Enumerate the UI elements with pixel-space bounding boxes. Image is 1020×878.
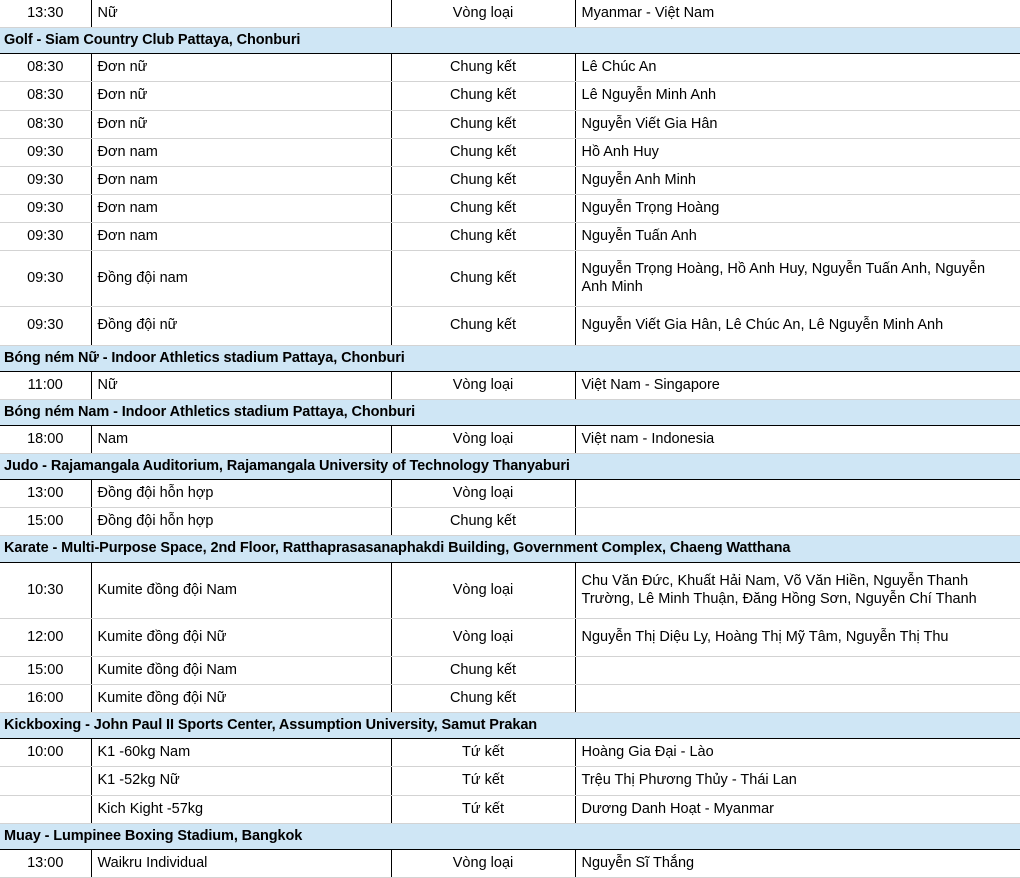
table-row (0, 166, 1020, 194)
cell-round: Chung kết (391, 223, 575, 251)
cell-time (0, 795, 91, 823)
cell-time: 09:30 (0, 166, 91, 194)
cell-event: Đồng đội nam (91, 251, 391, 307)
cell-participants: Nguyễn Thị Diệu Ly, Hoàng Thị Mỹ Tâm, Nguyễn Thị Thu (575, 618, 1020, 656)
section-title: Kickboxing - John Paul II Sports Center, Assumption University, Samut Prakan (0, 713, 1020, 739)
cell-participants: Nguyễn Sĩ Thắng (575, 849, 1020, 877)
cell-round: Tứ kết (391, 795, 575, 823)
section-title: Bóng ném Nữ - Indoor Athletics stadium Pattaya, Chonburi (0, 345, 1020, 371)
cell-round: Tứ kết (391, 767, 575, 795)
cell-participants: Hồ Anh Huy (575, 138, 1020, 166)
cell-participants (575, 480, 1020, 508)
cell-round: Vòng loại (391, 425, 575, 453)
table-row (0, 54, 1020, 82)
cell-participants (575, 656, 1020, 684)
cell-round: Chung kết (391, 138, 575, 166)
cell-time: 13:00 (0, 480, 91, 508)
table-row (0, 194, 1020, 222)
cell-round: Vòng loại (391, 371, 575, 399)
section-header-row (0, 713, 1020, 739)
cell-participants: Lê Nguyễn Minh Anh (575, 82, 1020, 110)
cell-time: 09:30 (0, 194, 91, 222)
cell-participants: Nguyễn Viết Gia Hân, Lê Chúc An, Lê Nguyễn Minh Anh (575, 307, 1020, 345)
cell-round: Chung kết (391, 656, 575, 684)
cell-event: Đơn nữ (91, 110, 391, 138)
table-row (0, 251, 1020, 307)
table-row (0, 138, 1020, 166)
cell-event: Đơn nữ (91, 82, 391, 110)
cell-event: K1 -52kg Nữ (91, 767, 391, 795)
table-row (0, 685, 1020, 713)
section-header-row (0, 399, 1020, 425)
cell-event: Đồng đội nữ (91, 307, 391, 345)
cell-round: Chung kết (391, 307, 575, 345)
cell-event: Kumite đồng đội Nữ (91, 618, 391, 656)
cell-time: 13:00 (0, 849, 91, 877)
cell-round: Chung kết (391, 685, 575, 713)
section-title: Judo - Rajamangala Auditorium, Rajamangala University of Technology Thanyaburi (0, 454, 1020, 480)
cell-time: 12:00 (0, 618, 91, 656)
cell-time: 15:00 (0, 508, 91, 536)
table-row (0, 849, 1020, 877)
cell-round: Vòng loại (391, 849, 575, 877)
section-header-row (0, 536, 1020, 562)
table-row (0, 508, 1020, 536)
cell-time: 10:00 (0, 739, 91, 767)
cell-round: Chung kết (391, 110, 575, 138)
cell-round: Chung kết (391, 54, 575, 82)
cell-event: Kich Kight -57kg (91, 795, 391, 823)
cell-participants: Nguyễn Anh Minh (575, 166, 1020, 194)
cell-time: 08:30 (0, 54, 91, 82)
cell-event: Đơn nữ (91, 54, 391, 82)
cell-event: Kumite đồng đội Nam (91, 656, 391, 684)
cell-time: 08:30 (0, 110, 91, 138)
cell-time: 16:00 (0, 685, 91, 713)
cell-participants: Lê Chúc An (575, 54, 1020, 82)
table-row (0, 223, 1020, 251)
cell-event: Đồng đội hỗn hợp (91, 508, 391, 536)
cell-event: Kumite đồng đội Nam (91, 562, 391, 618)
section-title: Karate - Multi-Purpose Space, 2nd Floor, Ratthaprasasanaphakdi Building, Government Complex, Chaeng Watthana (0, 536, 1020, 562)
cell-time: 09:30 (0, 223, 91, 251)
table-row (0, 82, 1020, 110)
cell-round: Vòng loại (391, 0, 575, 28)
section-header-row (0, 345, 1020, 371)
cell-round: Chung kết (391, 194, 575, 222)
table-row (0, 795, 1020, 823)
cell-event: K1 -60kg Nam (91, 739, 391, 767)
table-row (0, 480, 1020, 508)
cell-participants: Trệu Thị Phương Thủy - Thái Lan (575, 767, 1020, 795)
cell-participants: Hoàng Gia Đại - Lào (575, 739, 1020, 767)
section-header-row (0, 454, 1020, 480)
cell-participants: Nguyễn Trọng Hoàng (575, 194, 1020, 222)
cell-participants: Dương Danh Hoạt - Myanmar (575, 795, 1020, 823)
cell-time: 08:30 (0, 82, 91, 110)
cell-round: Vòng loại (391, 618, 575, 656)
table-row (0, 767, 1020, 795)
table-row (0, 562, 1020, 618)
cell-round: Tứ kết (391, 739, 575, 767)
cell-time: 09:30 (0, 138, 91, 166)
table-row (0, 371, 1020, 399)
cell-time: 15:00 (0, 656, 91, 684)
cell-round: Vòng loại (391, 480, 575, 508)
cell-event: Nam (91, 425, 391, 453)
cell-time: 09:30 (0, 251, 91, 307)
section-title: Bóng ném Nam - Indoor Athletics stadium Pattaya, Chonburi (0, 399, 1020, 425)
cell-event: Đơn nam (91, 166, 391, 194)
section-title: Golf - Siam Country Club Pattaya, Chonburi (0, 28, 1020, 54)
section-header-row (0, 823, 1020, 849)
cell-round: Chung kết (391, 508, 575, 536)
cell-participants: Chu Văn Đức, Khuất Hải Nam, Võ Văn Hiền, Nguyễn Thanh Trường, Lê Minh Thuận, Đăng Hồng Sơn, Nguyễn Chí Thanh (575, 562, 1020, 618)
cell-event: Kumite đồng đội Nữ (91, 685, 391, 713)
cell-time (0, 767, 91, 795)
table-row (0, 656, 1020, 684)
cell-participants: Việt nam - Indonesia (575, 425, 1020, 453)
table-row (0, 110, 1020, 138)
cell-participants: Nguyễn Viết Gia Hân (575, 110, 1020, 138)
cell-round: Chung kết (391, 82, 575, 110)
cell-event: Đơn nam (91, 138, 391, 166)
cell-participants: Việt Nam - Singapore (575, 371, 1020, 399)
section-header-row (0, 28, 1020, 54)
cell-participants (575, 685, 1020, 713)
cell-participants: Myanmar - Việt Nam (575, 0, 1020, 28)
table-row (0, 0, 1020, 28)
table-row (0, 425, 1020, 453)
cell-event: Nữ (91, 371, 391, 399)
cell-round: Chung kết (391, 251, 575, 307)
cell-event: Đơn nam (91, 194, 391, 222)
cell-participants: Nguyễn Trọng Hoàng, Hồ Anh Huy, Nguyễn Tuấn Anh, Nguyễn Anh Minh (575, 251, 1020, 307)
table-row (0, 739, 1020, 767)
cell-time: 09:30 (0, 307, 91, 345)
table-row (0, 307, 1020, 345)
cell-round: Chung kết (391, 166, 575, 194)
cell-event: Nữ (91, 0, 391, 28)
cell-time: 10:30 (0, 562, 91, 618)
cell-event: Đồng đội hỗn hợp (91, 480, 391, 508)
cell-time: 11:00 (0, 371, 91, 399)
cell-participants: Nguyễn Tuấn Anh (575, 223, 1020, 251)
section-title: Muay - Lumpinee Boxing Stadium, Bangkok (0, 823, 1020, 849)
cell-event: Waikru Individual (91, 849, 391, 877)
cell-time: 18:00 (0, 425, 91, 453)
cell-participants (575, 508, 1020, 536)
cell-event: Đơn nam (91, 223, 391, 251)
cell-time: 13:30 (0, 0, 91, 28)
cell-round: Vòng loại (391, 562, 575, 618)
table-row (0, 618, 1020, 656)
